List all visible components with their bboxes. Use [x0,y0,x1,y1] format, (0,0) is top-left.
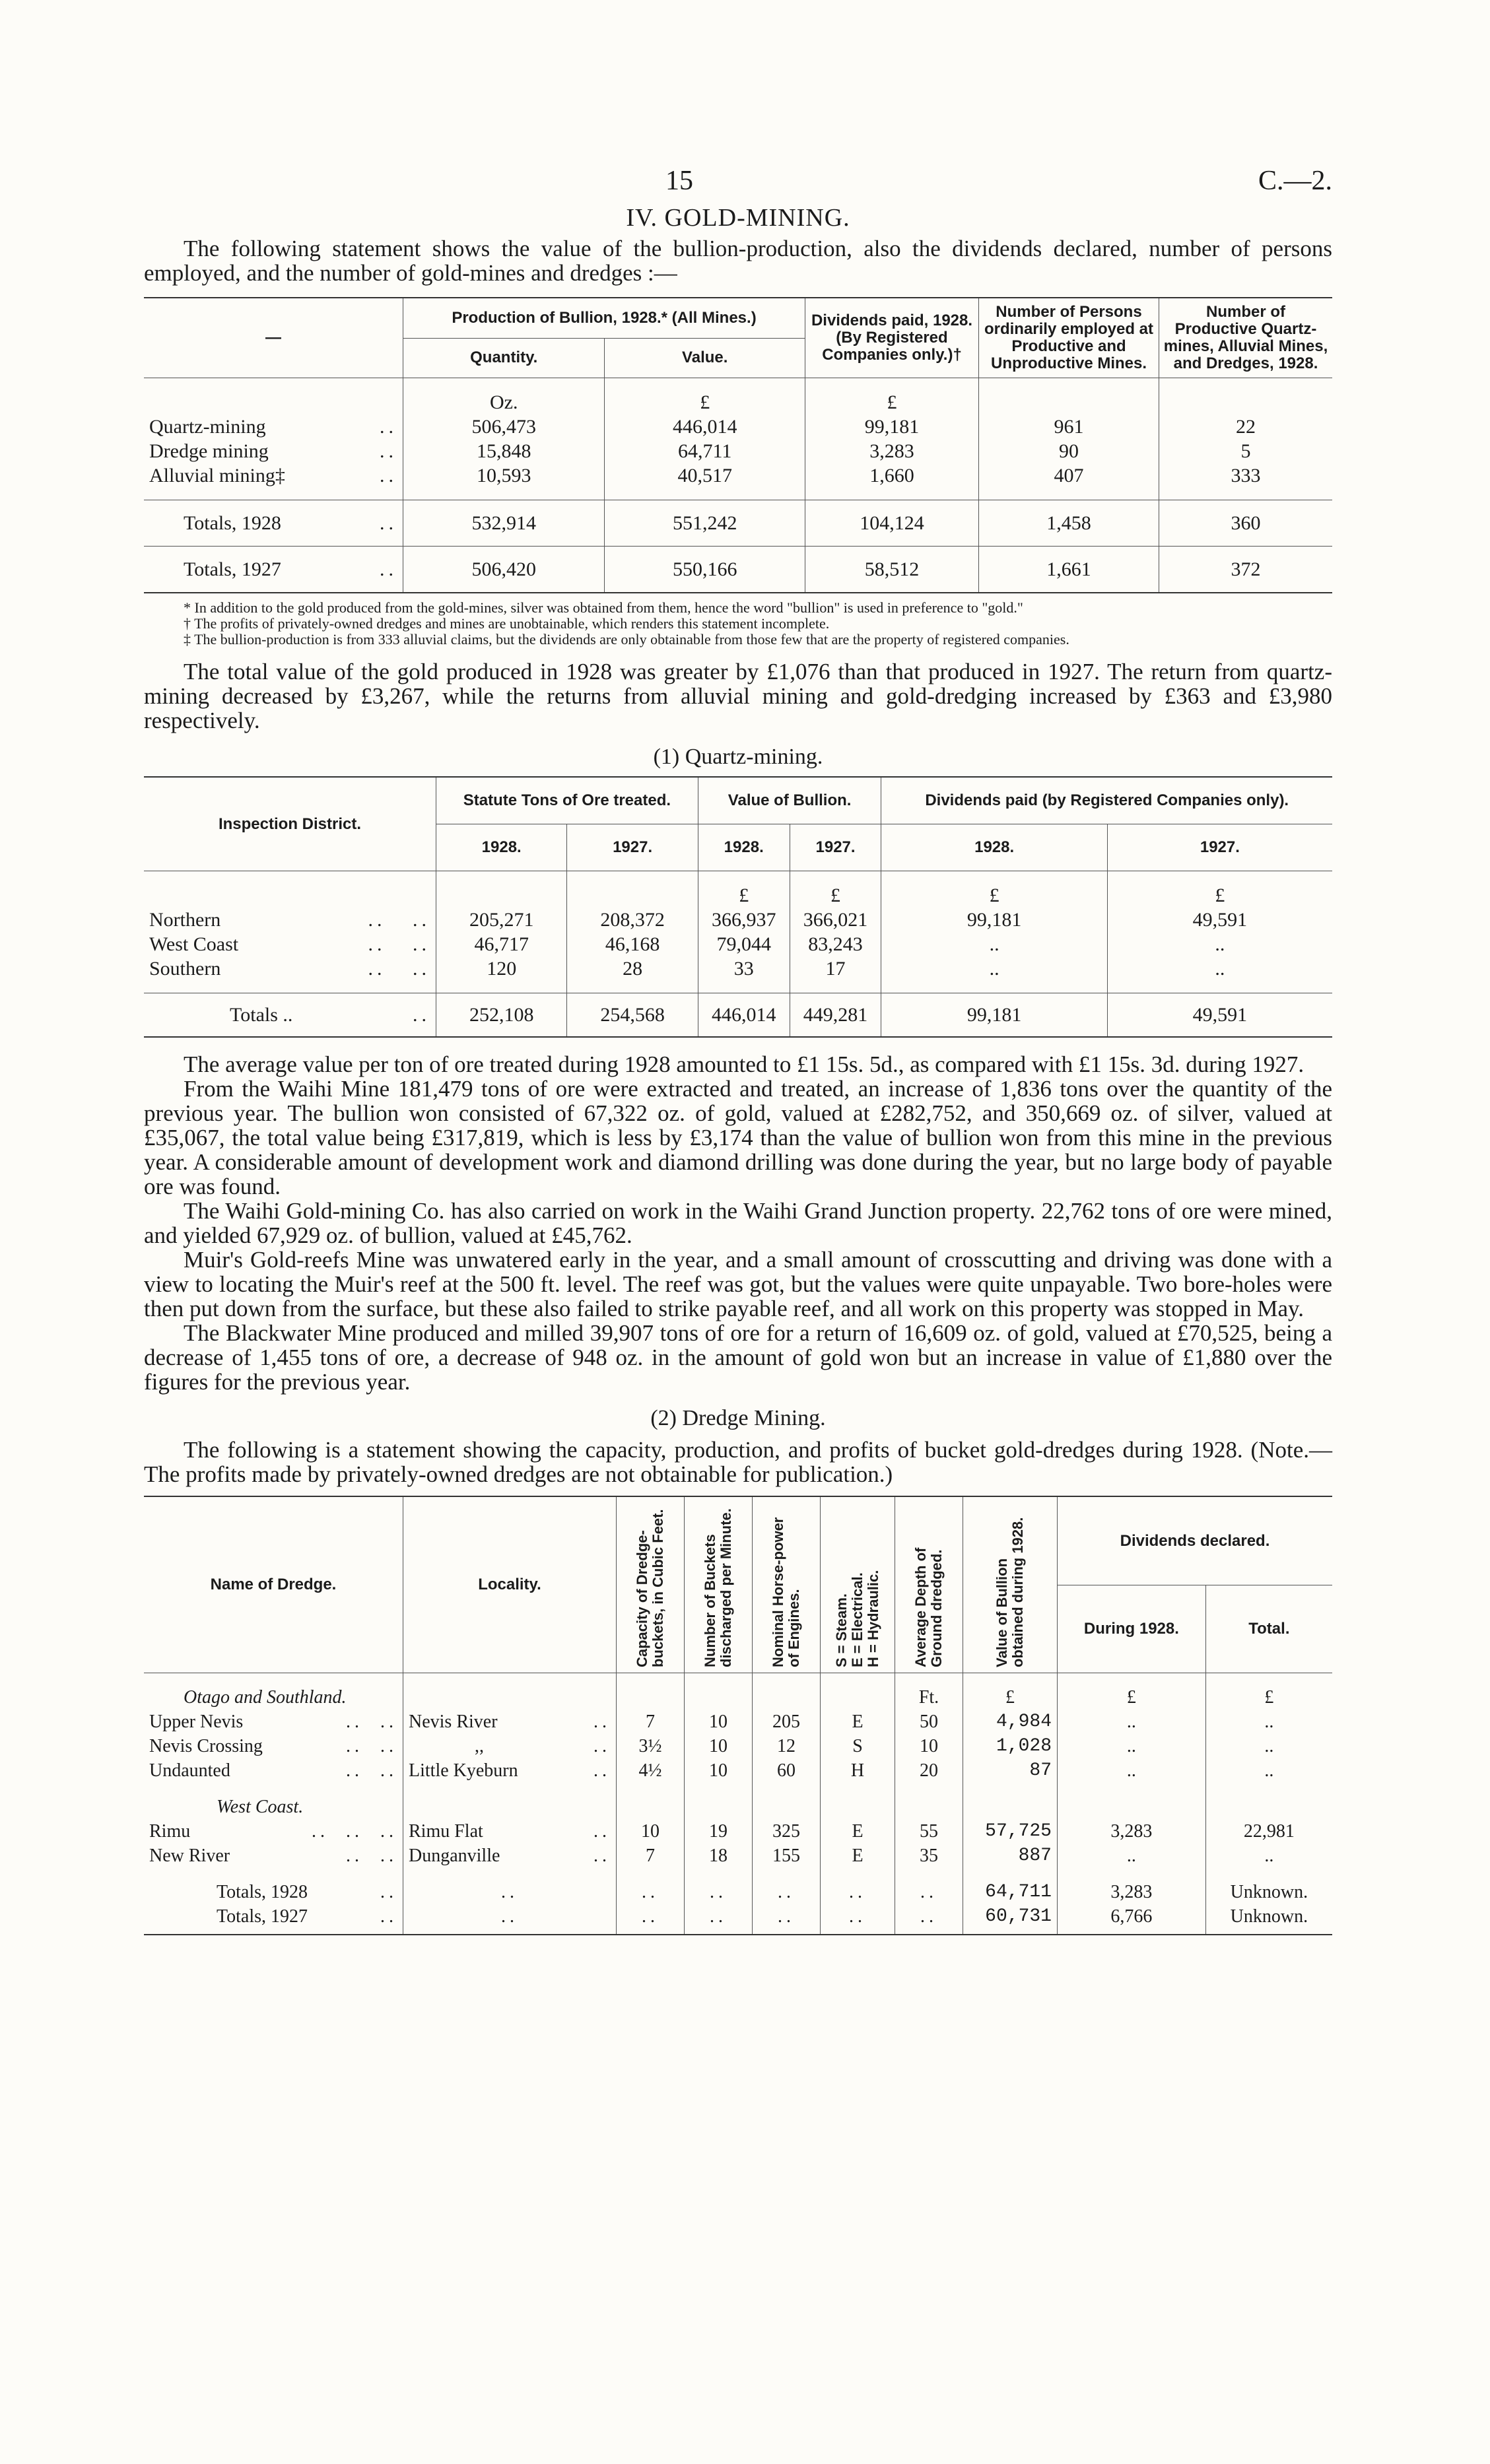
totals-row: Totals, 1928 .. .. .. .. .. .. .. 64,711 3,283 Unknown. [144,1880,1332,1904]
intro-paragraph: The following statement shows the value of the bullion-production, also the dividends declared, number of persons employed, and the number of gold-mines and dredges :— [144,236,1332,286]
totals-row: Totals, 1928 .. 532,914 551,242 104,124 1,458 360 [144,500,1332,547]
col-dredge-name: Name of Dredge. [210,1576,337,1593]
col-power-type: S = Steam. E = Electrical. H = Hydraulic. [833,1570,881,1667]
footnote: † The profits of privately-owned dredges and mines are unobtainable, which renders this statement incomplete. [184,615,830,632]
group-row: West Coast. [144,1783,1332,1819]
paragraph: The total value of the gold produced in 1928 was greater by £1,076 than that produced in 1927. The return from quartz-mining decreased by £3,267, while the returns from alluvial mining and gold-dredging increased by £363 and £3,980 respectively. [144,659,1332,733]
table-row: Nevis Crossing .. .. ,, .. 3½ 10 12 S 10 1,028 .. .. [144,1734,1332,1758]
col-during: During 1928. [1058,1585,1206,1673]
table-row: New River .. .. Dunganville .. 7 18 155 E 35 887 .. .. [144,1844,1332,1868]
col-blank: — [265,329,281,347]
totals-row: Totals, 1927 .. 506,420 550,166 58,512 1,661 372 [144,547,1332,593]
paragraph: From the Waihi Mine 181,479 tons of ore were extracted and treated, an increase of 1,836 tons over the quantity of the previous year. The bullion won consisted of 67,322 oz. of gold, valued at £282,752, and 350,669 oz. of silver, valued at £35,067, the total value being £317,819, which is less by £3,174 than the value of bullion won from this mine in the previous year. A considerable amount of development work and diamond drilling was done during the year, but no large body of payable ore was found. [144,1076,1332,1199]
paragraph: The Blackwater Mine produced and milled 39,907 tons of ore for a return of 16,609 oz. of gold, valued at £70,525, being a decrease of 1,455 tons of ore, a decrease of 948 oz. in the amount of gold won but an increase in value of £1,880 over the figures for the previous year. [144,1320,1332,1395]
col-capacity: Capacity of Dredge-buckets, in Cubic Feet. [634,1509,666,1667]
col-persons: Number of Persons ordinarily employed at Productive and Unproductive Mines. [979,298,1159,378]
table-row: Upper Nevis .. .. Nevis River .. 7 10 205 E 50 4,984 .. .. [144,1710,1332,1734]
document-reference: C.—2. [1258,166,1332,196]
totals-row: Totals, 1927 .. .. .. .. .. .. .. 60,731 6,766 Unknown. [144,1904,1332,1935]
subsection-title: (1) Quartz-mining. [653,745,823,769]
col-tons: Statute Tons of Ore treated. [436,777,698,824]
table-row: Rimu .. .. .. Rimu Flat .. 10 19 325 E 55 57,725 3,283 22,981 [144,1819,1332,1844]
units-row: £ £ £ £ [144,883,1332,908]
col-bullion: Value of Bullion obtained during 1928. [994,1517,1026,1667]
col-locality: Locality. [403,1496,617,1673]
col-production-of-bullion: Production of Bullion, 1928.* (All Mines.) [403,298,805,338]
table-row: Southern .. .. 120 28 33 17 .. .. [144,956,1332,981]
bullion-summary-table [144,297,1332,593]
document-page [144,152,1332,1935]
table-row: Northern .. .. 205,271 208,372 366,937 366,021 99,181 49,591 [144,908,1332,932]
col-buckets: Number of Buckets discharged per Minute. [702,1508,734,1667]
table-row: West Coast .. .. 46,717 46,168 79,044 83,243 .. .. [144,932,1332,956]
paragraph: The following is a statement showing the capacity, production, and profits of bucket gold-dredges during 1928. (Note.—The profits made by privately-owned dredges are not obtainable for publication.) [144,1437,1332,1487]
page-header [144,152,1332,198]
col-dividends: Dividends paid, 1928. (By Registered Companies only.)† [805,298,979,378]
col-value: Value. [605,338,805,378]
col-district: Inspection District. [218,815,362,833]
col-horsepower: Nominal Horse-power of Engines. [770,1517,802,1667]
col-dividends-declared: Dividends declared. [1058,1496,1333,1585]
table-row: Alluvial mining‡ .. 10,593 40,517 1,660 407 333 [144,463,1332,488]
footnote: ‡ The bullion-production is from 333 alluvial claims, but the dividends are only obtainable from those few that are the property of registered companies. [184,631,1069,648]
paragraph: The average value per ton of ore treated during 1928 amounted to £1 15s. 5d., as compared with £1 15s. 3d. during 1927. [184,1051,1304,1077]
col-bullion-value: Value of Bullion. [698,777,881,824]
subsection-title: (2) Dredge Mining. [650,1406,826,1430]
table-row: Quartz-mining .. 506,473 446,014 99,181 961 22 [144,415,1332,439]
col-total: Total. [1205,1585,1332,1673]
group-row: Otago and Southland. Ft. £ £ £ [144,1685,1332,1710]
section-title: IV. GOLD-MINING. [626,204,850,232]
table-row: Undaunted .. .. Little Kyeburn .. 4½ 10 60 H 20 87 .. .. [144,1758,1332,1783]
col-mines: Number of Productive Quartz-mines, Alluvial Mines, and Dredges, 1928. [1159,298,1333,378]
col-quantity: Quantity. [403,338,605,378]
totals-row: Totals .. .. 252,108 254,568 446,014 449,281 99,181 49,591 [144,993,1332,1038]
col-dividends: Dividends paid (by Registered Companies only). [881,777,1332,824]
paragraph: The Waihi Gold-mining Co. has also carried on work in the Waihi Grand Junction property. 22,762 tons of ore were mined, and yielded 67,929 oz. of bullion, valued at £45,762. [144,1198,1332,1248]
quartz-mining-table: Inspection District. Statute Tons of Ore treated. Value of Bullion. Dividends paid (by Registered Companies only). 1928. 1927. 1928. 1927. 1928. 1927. £ £ £ £ Northern .. .. 205,271 208,372 366,937 366,021 99,181 49,591 West Coast .. .. 46,717 46,168 79,044 83,243 .. .. Southern .. .. 120 28 33 17 .. .. Totals .. .. 252,108 254,568 446,014 449,281 99,181 49,591 [144,776,1332,1038]
col-depth: Average Depth of Ground dredged. [912,1547,945,1667]
footnotes [144,600,1332,648]
page-number: 15 [665,166,693,196]
units-row: Oz. £ £ [144,390,1332,415]
dredge-table [144,1496,1332,1935]
paragraph: Muir's Gold-reefs Mine was unwatered early in the year, and a small amount of crosscutting and driving was done with a view to locating the Muir's reef at the 500 ft. level. The reef was got, but the values were quite unpayable. Two bore-holes were then put down from the surface, but these also failed to strike payable reef, and all work on this property was stopped in May. [144,1247,1332,1321]
table-row: Dredge mining .. 15,848 64,711 3,283 90 5 [144,439,1332,463]
footnote: * In addition to the gold produced from the gold-mines, silver was obtained from them, hence the word "bullion" is used in preference to "gold." [184,599,1023,616]
